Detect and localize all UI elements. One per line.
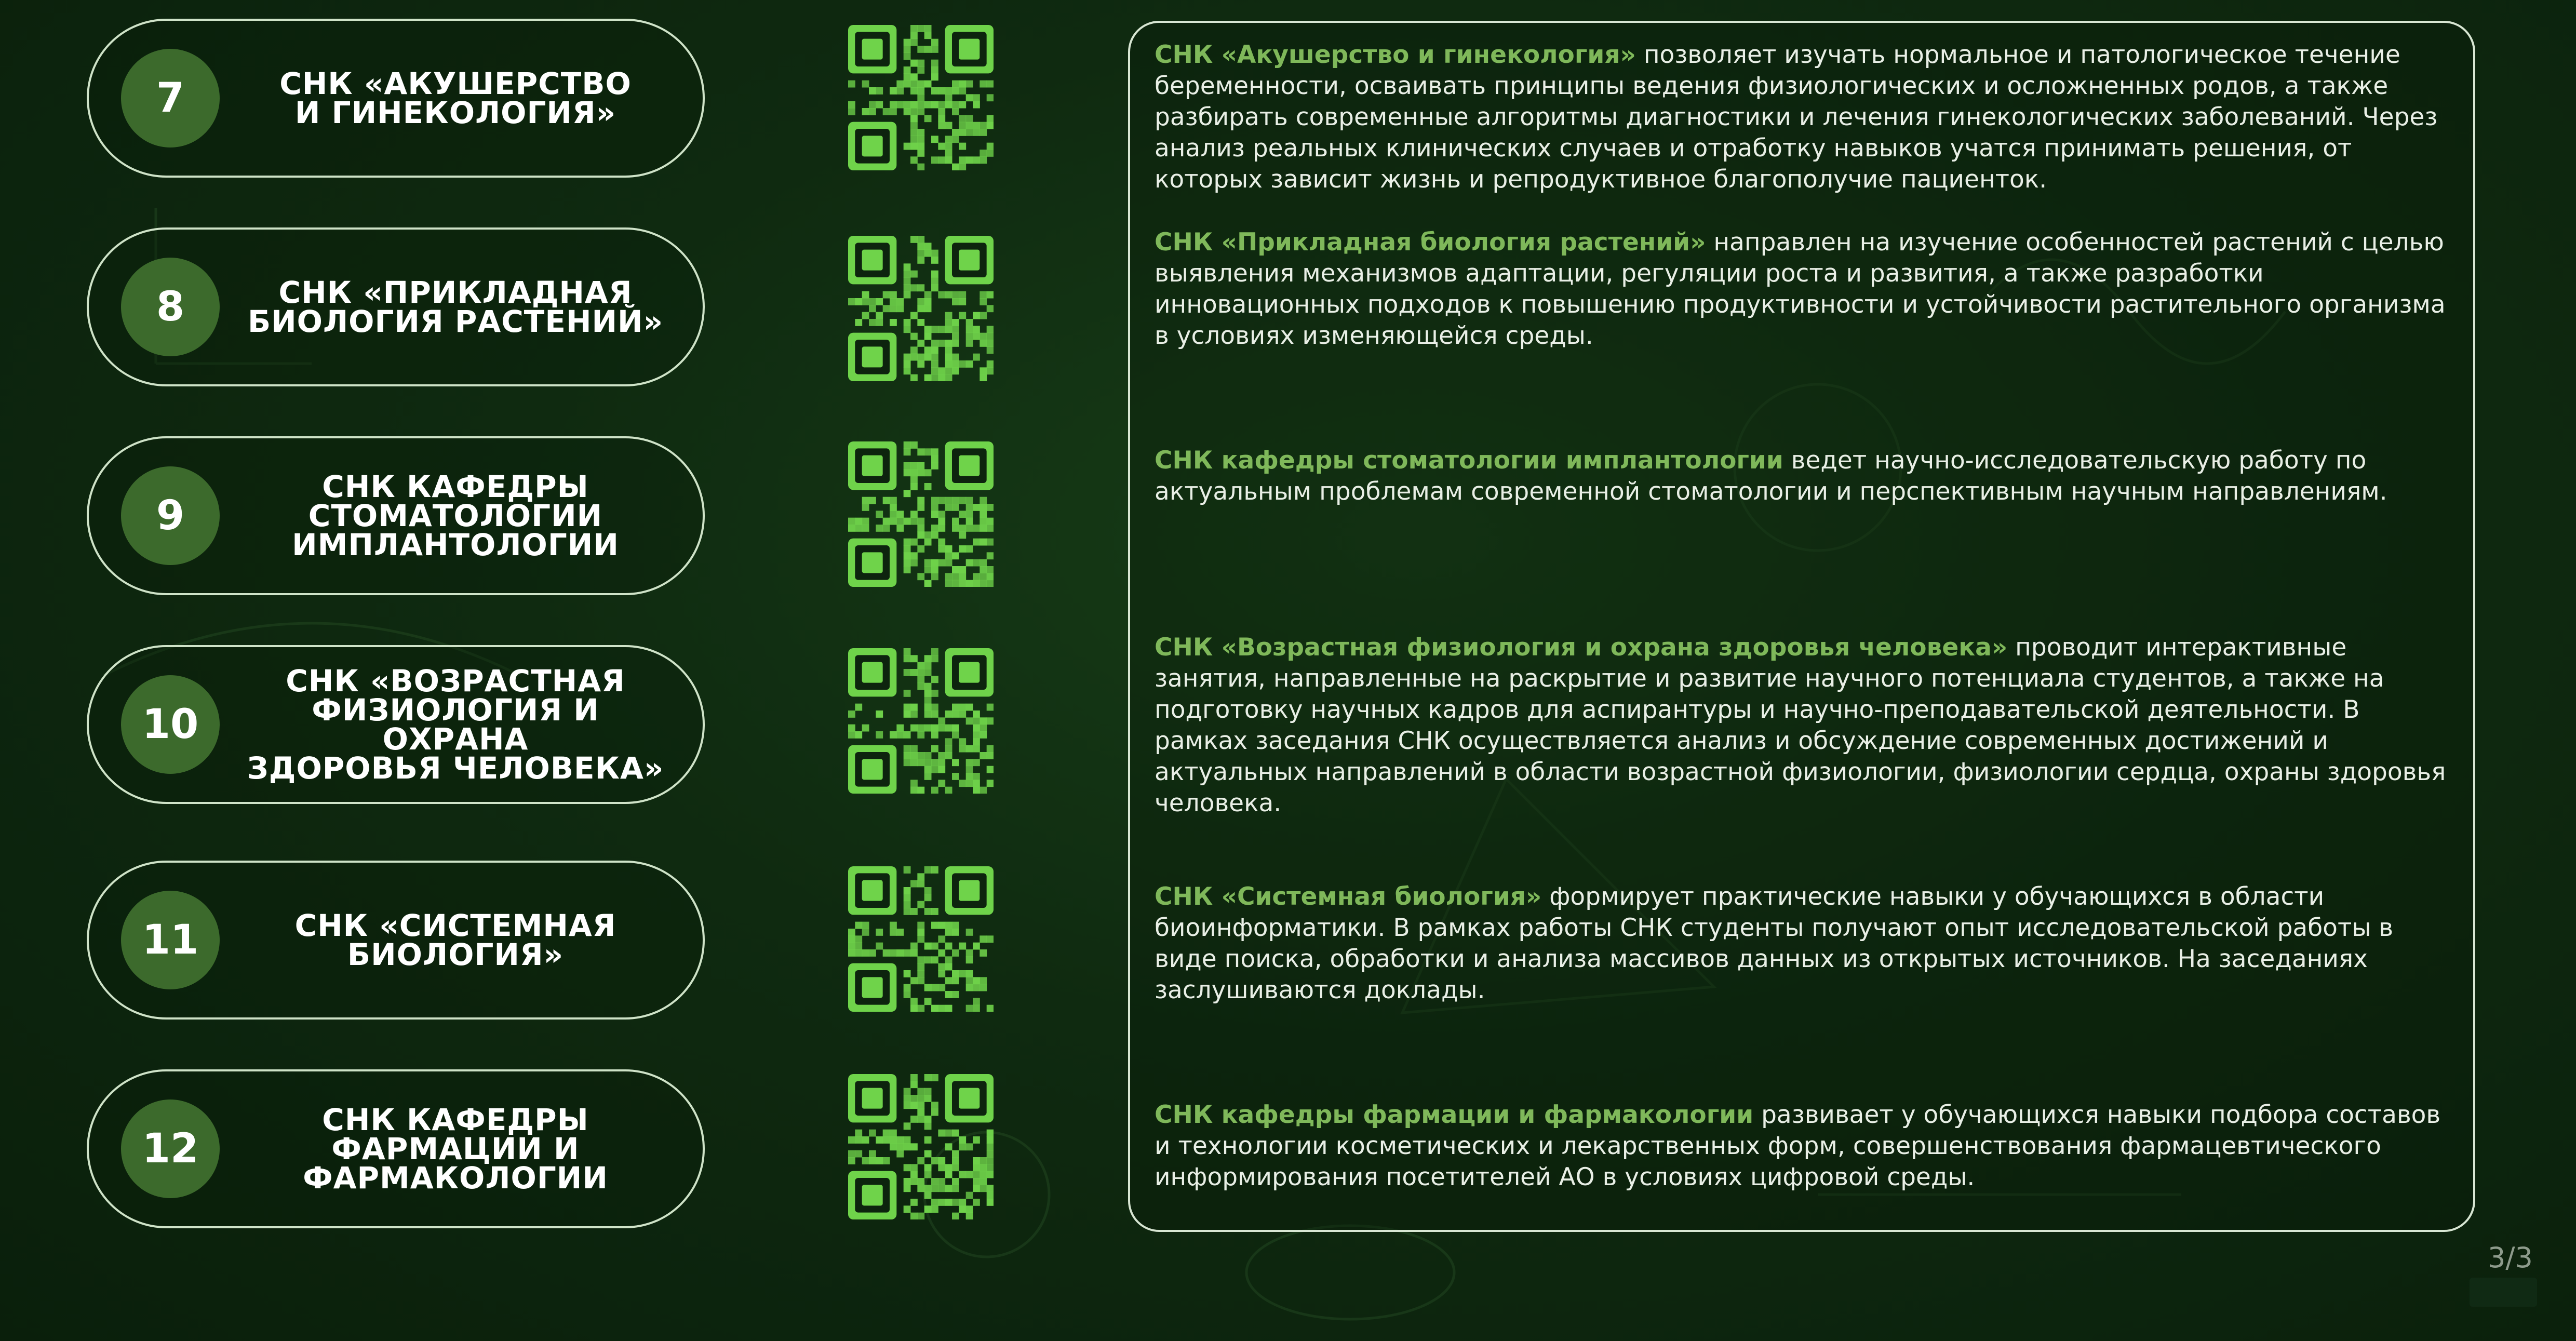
club-number-badge: 10	[121, 675, 220, 774]
description-10: СНК «Возрастная физиология и охрана здоровья человека» проводит интерактивные занятия, направленные на раскрытие и развитие научного потенциала студентов, а также на подготовку научных кадров для аспирантуры и научно-преподавательской деятельности. В рамках заседания СНК осуществляется анализ и обсуждение современных достижений и актуальных направлений в области возрастной физиологии, физиологии сердца, охраны здоровья человека.	[1155, 633, 2446, 817]
club-number-badge: 11	[121, 891, 220, 989]
description-7: СНК «Акушерство и гинекология» позволяет изучать нормальное и патологическое течение беременности, осваивать принципы ведения физиологических и осложненных родов, а также разбирать современные алгоритмы диагностики и лечения гинекологических заболеваний. Через анализ реальных клинических случаев и отработку навыков учатся принимать решения, от которых зависит жизнь и репродуктивное благополучие пациенток.	[1155, 41, 2438, 194]
club-pill-7	[87, 19, 705, 178]
club-title: СНК «ВОЗРАСТНАЯ ФИЗИОЛОГИЯ И ОХРАНА ЗДОРОВЬЯ ЧЕЛОВЕКА»	[247, 663, 664, 786]
qr-code-icon[interactable]	[848, 866, 994, 1012]
club-title: СНК «ПРИКЛАДНАЯ БИОЛОГИЯ РАСТЕНИЙ»	[247, 275, 664, 339]
club-pill-8	[87, 227, 705, 386]
club-title: СНК «АКУШЕРСТВО И ГИНЕКОЛОГИЯ»	[279, 66, 632, 130]
club-pill-10	[87, 645, 705, 804]
page-indicator: 3/3	[2488, 1241, 2533, 1274]
club-pill-12	[87, 1069, 705, 1228]
qr-code-icon[interactable]	[848, 441, 994, 587]
club-number-badge: 8	[121, 258, 220, 356]
qr-code-icon[interactable]	[848, 1074, 994, 1219]
club-number-badge: 12	[121, 1099, 220, 1198]
description-8: СНК «Прикладная биология растений» направлен на изучение особенностей растений с целью выявления механизмов адаптации, регуляции роста и развития, а также разработки инновационных подходов к повышению продуктивности и устойчивости растительного организма в условиях изменяющейся среды.	[1155, 228, 2446, 350]
description-9: СНК кафедры стоматологии имплантологии ведет научно-исследовательскую работу по актуальным проблемам современной стоматологии и перспективным научным направлениям.	[1155, 446, 2387, 506]
qr-code-icon[interactable]	[848, 25, 994, 170]
club-title: СНК КАФЕДРЫ СТОМАТОЛОГИИ ИМПЛАНТОЛОГИИ	[292, 469, 619, 562]
description-panel	[1128, 21, 2475, 1232]
club-title: СНК «СИСТЕМНАЯ БИОЛОГИЯ»	[294, 908, 616, 972]
description-12: СНК кафедры фармации и фармакологии развивает у обучающихся навыки подбора составов и технологии косметических и лекарственных форм, совершенствования фармацевтического информирования посетителей АО в условиях цифровой среды.	[1155, 1101, 2441, 1191]
club-pill-9	[87, 436, 705, 595]
qr-code-icon[interactable]	[848, 236, 994, 381]
qr-code-icon[interactable]	[848, 648, 994, 794]
club-pill-11	[87, 861, 705, 1020]
club-number-badge: 7	[121, 49, 220, 147]
pager-background	[2470, 1278, 2537, 1307]
description-11: СНК «Системная биология» формирует практические навыки у обучающихся в области биоинформатики. В рамках работы СНК студенты получают опыт исследовательской работы в виде поиска, обработки и анализа массивов данных из открытых источников. На заседаниях заслушиваются доклады.	[1155, 882, 2394, 1004]
club-number-badge: 9	[121, 466, 220, 565]
club-title: СНК КАФЕДРЫ ФАРМАЦИИ И ФАРМАКОЛОГИИ	[303, 1102, 608, 1196]
